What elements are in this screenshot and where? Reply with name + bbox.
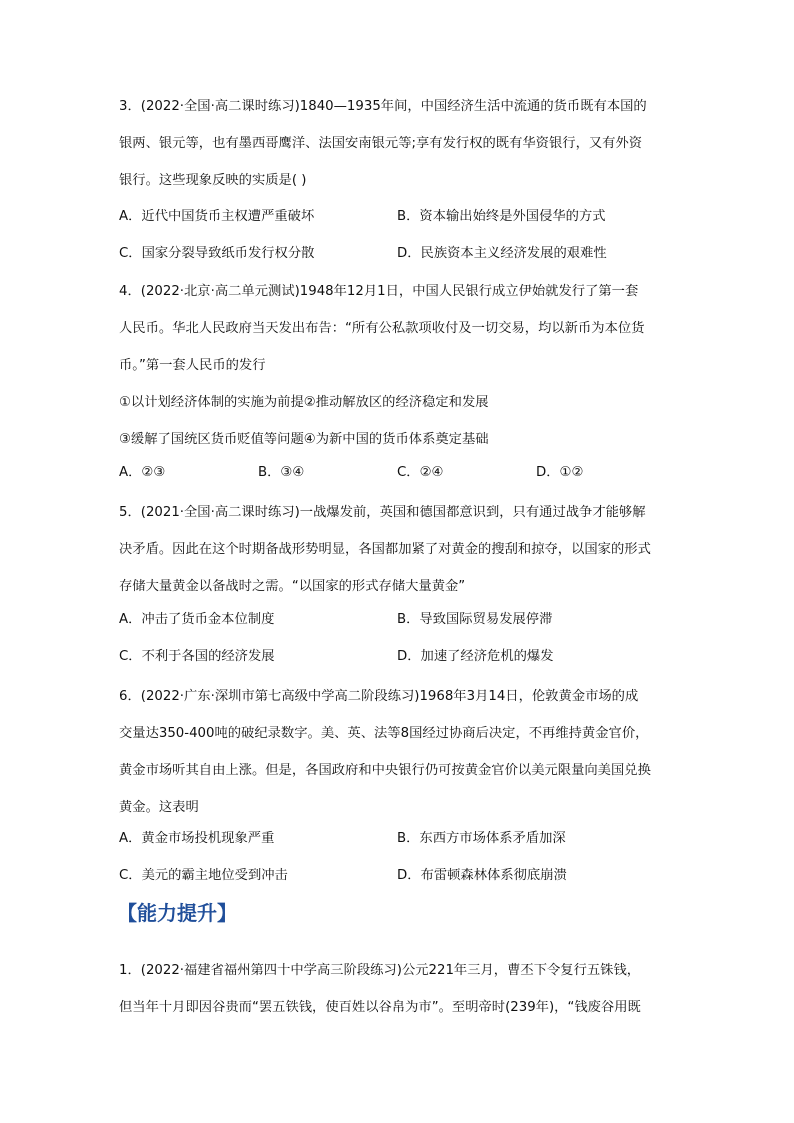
section-question-1-line-1: 1．(2022·福建省福州第四十中学高三阶段练习)公元221年三月，曹丕下令复行五铢钱， — [119, 963, 641, 978]
question-5-option-b: B．导致国际贸易发展停滞 — [397, 612, 553, 627]
question-4-line-5: ③缓解了国统区货币贬值等问题④为新中国的货币体系奠定基础 — [119, 432, 489, 447]
question-4-line-2: 人民币。华北人民政府当天发出布告：“所有公私款项收付及一切交易，均以新币为本位货 — [119, 321, 645, 336]
question-3-options-row-1 — [119, 202, 679, 232]
question-5-options-row-1 — [119, 605, 679, 635]
question-5-option-d: D．加速了经济危机的爆发 — [397, 649, 554, 664]
question-4-options-row — [119, 458, 679, 488]
question-6-option-a: A．黄金市场投机现象严重 — [119, 831, 275, 846]
question-5-options-row-2 — [119, 642, 679, 672]
question-3-option-d: D．民族资本主义经济发展的艰难性 — [397, 246, 607, 261]
question-3-option-c: C．国家分裂导致纸币发行权分散 — [119, 246, 315, 261]
question-4-line-3: 币。”第一套人民币的发行 — [119, 358, 266, 373]
question-4-option-c: C．②④ — [397, 465, 444, 480]
question-3-option-a: A．近代中国货币主权遭严重破坏 — [119, 209, 315, 224]
question-3-stem — [119, 88, 679, 199]
question-4-option-d: D．①② — [536, 465, 584, 480]
question-6-options-row-2 — [119, 861, 679, 891]
question-6-line-3: 黄金市场听其自由上涨。但是，各国政府和中央银行仍可按黄金官价以美元限量向美国兑换 — [119, 763, 651, 778]
question-5-stem — [119, 494, 679, 605]
question-6-line-1: 6．(2022·广东·深圳市第七高级中学高二阶段练习)1968年3月14日，伦敦黄金市场的成 — [119, 689, 639, 704]
question-5-line-1: 5．(2021·全国·高二课时练习)一战爆发前，英国和德国都意识到，只有通过战争才能够解 — [119, 505, 646, 520]
question-6-options-row-1 — [119, 824, 679, 854]
question-6-option-b: B．东西方市场体系矛盾加深 — [397, 831, 566, 846]
section-question-1-stem — [119, 952, 679, 1026]
question-5-line-2: 决矛盾。因此在这个时期备战形势明显，各国都加紧了对黄金的搜刮和掠夺，以国家的形式 — [119, 542, 651, 557]
question-4-line-4: ①以计划经济体制的实施为前提②推动解放区的经济稳定和发展 — [119, 395, 489, 410]
question-4-stem — [119, 273, 679, 458]
question-3-line-1: 3．(2022·全国·高二课时练习)1840—1935年间，中国经济生活中流通的货币既有本国的 — [119, 99, 647, 114]
question-4-option-b: B．③④ — [258, 465, 305, 480]
question-3-options-row-2 — [119, 239, 679, 269]
section-question-1-line-2: 但当年十月即因谷贵而“罢五铁钱，使百姓以谷帛为市”。至明帝时(239年)，“钱废谷用既 — [119, 1000, 641, 1015]
question-3-option-b: B．资本输出始终是外国侵华的方式 — [397, 209, 606, 224]
question-4-option-a: A．②③ — [119, 465, 166, 480]
question-5-line-3: 存储大量黄金以备战时之需。“以国家的形式存储大量黄金” — [119, 579, 466, 594]
question-5-option-a: A．冲击了货币金本位制度 — [119, 612, 275, 627]
question-6-stem — [119, 678, 679, 826]
question-3-line-2: 银两、银元等，也有墨西哥鹰洋、法国安南银元等;享有发行权的既有华资银行，又有外资 — [119, 136, 643, 151]
section-title: 【能力提升】 — [117, 901, 237, 925]
question-3-line-3: 银行。这些现象反映的实质是( ) — [119, 173, 307, 188]
question-6-line-2: 交量达350-400吨的破纪录数字。美、英、法等8国经过协商后决定，不再维持黄金官价， — [119, 726, 649, 741]
question-6-option-c: C．美元的霸主地位受到冲击 — [119, 868, 288, 883]
question-4-line-1: 4．(2022·北京·高二单元测试)1948年12月1日，中国人民银行成立伊始就发行了第一套 — [119, 284, 639, 299]
question-6-option-d: D．布雷顿森林体系彻底崩溃 — [397, 868, 567, 883]
question-5-option-c: C．不利于各国的经济发展 — [119, 649, 275, 664]
question-6-line-4: 黄金。这表明 — [119, 800, 199, 815]
